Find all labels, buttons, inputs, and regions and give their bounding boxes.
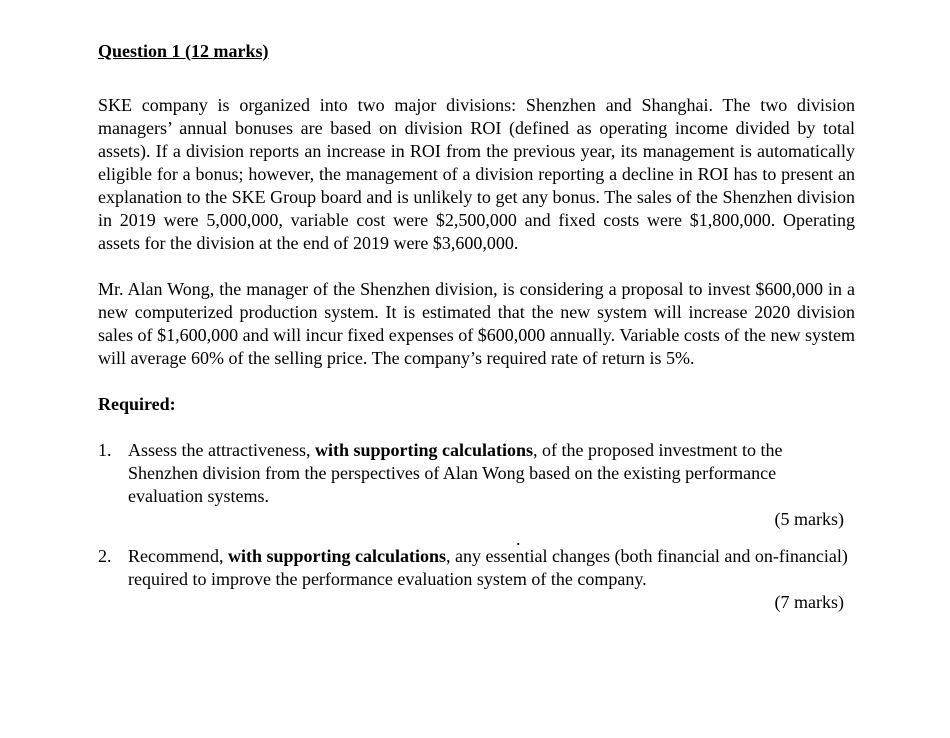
item-bold-phrase: with supporting calculations xyxy=(227,546,447,566)
item-rest: , any essential changes (both financial and on-financial) required to improve the performance evaluation system of the company. xyxy=(128,546,848,589)
item-text xyxy=(128,545,855,591)
item-marks: (5 marks) xyxy=(774,509,844,529)
required-heading: Required: xyxy=(98,394,176,414)
item-lead: Assess the attractiveness, xyxy=(128,440,315,460)
required-item-2 xyxy=(98,545,855,614)
required-item-1 xyxy=(98,439,855,531)
question-title: Question 1 (12 marks) xyxy=(98,41,269,61)
item-lead: Recommend, xyxy=(128,546,228,566)
item-bold-phrase: with supporting calculations xyxy=(314,440,533,460)
item-text xyxy=(128,439,855,508)
required-list xyxy=(98,439,855,614)
scenario-paragraph-2: Mr. Alan Wong, the manager of the Shenzhen division, is considering a proposal to invest $600,000 in a new computerized production system. It is estimated that the new system will increase 2020 division sales of $1,600,000 and will incur fixed expenses of $600,000 annually. Variable costs of the new system will average 60% of the selling price. The company’s required rate of return is 5%. xyxy=(98,279,855,368)
item-number: 2. xyxy=(98,546,112,566)
question-document xyxy=(98,40,855,614)
item-number: 1. xyxy=(98,440,112,460)
stray-period-mark: . xyxy=(516,529,521,549)
item-marks: (7 marks) xyxy=(774,592,844,612)
item-rest: , of the proposed investment to the Shenzhen division from the perspectives of Alan Wong based on the existing performance evaluation systems. xyxy=(128,440,783,506)
scenario-paragraph-1: SKE company is organized into two major divisions: Shenzhen and Shanghai. The two division managers’ annual bonuses are based on division ROI (defined as operating income divided by total assets). If a division reports an increase in ROI from the previous year, its management is automatically eligible for a bonus; however, the management of a division reporting a decline in ROI has to present an explanation to the SKE Group board and is unlikely to get any bonus. The sales of the Shenzhen division in 2019 were 5,000,000, variable cost were $2,500,000 and fixed costs were $1,800,000. Operating assets for the division at the end of 2019 were $3,600,000. xyxy=(98,95,855,253)
